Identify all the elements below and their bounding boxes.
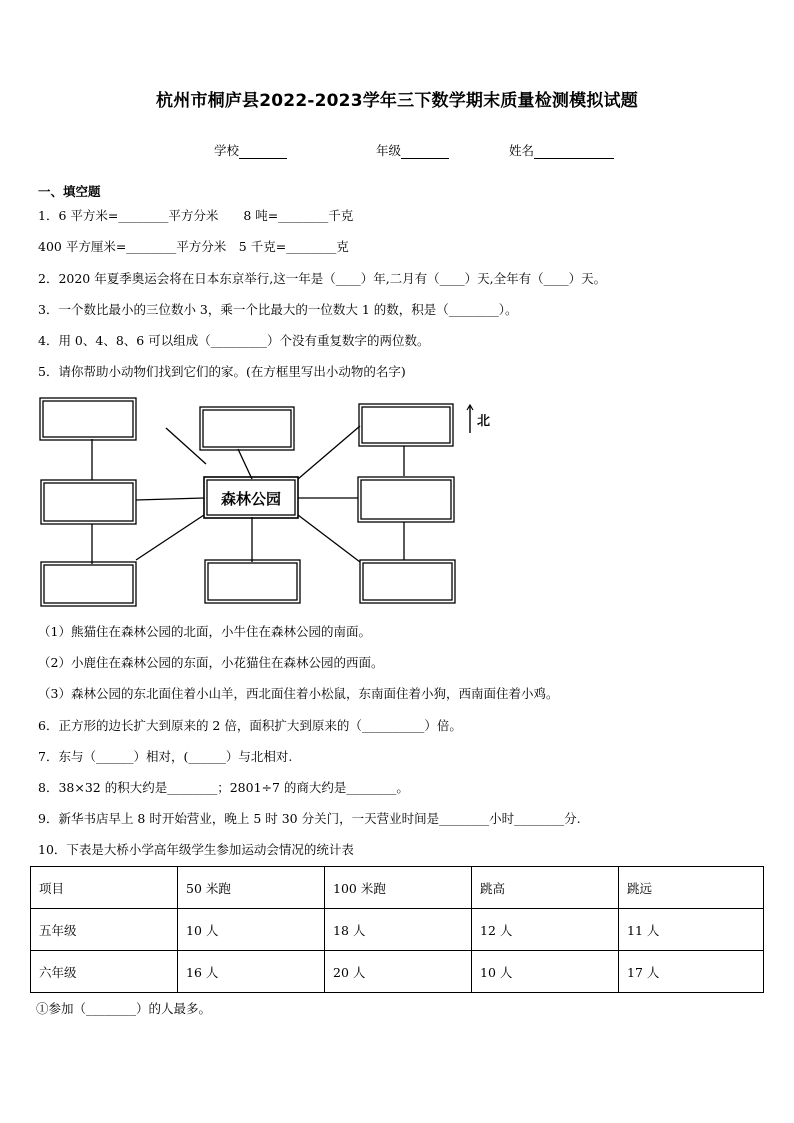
question-1b: 400 平方厘米=________平方分米 5 千克=________克 bbox=[38, 239, 349, 254]
question-3: 3．一个数比最小的三位数小 3，乘一个比最大的一位数大 1 的数，积是（________）。 bbox=[38, 302, 518, 317]
question-5-2: （2）小鹿住在森林公园的东面，小花猫住在森林公园的西面。 bbox=[38, 655, 384, 670]
question-10-1: ①参加（________）的人最多。 bbox=[36, 1001, 212, 1016]
table-header-cell: 跳高 bbox=[472, 867, 619, 909]
table-cell: 五年级 bbox=[31, 909, 178, 951]
question-5: 5．请你帮助小动物们找到它们的家。(在方框里写出小动物的名字) bbox=[38, 364, 406, 379]
name-blank[interactable] bbox=[534, 145, 614, 159]
table-cell: 11 人 bbox=[619, 909, 764, 951]
grade-label: 年级 bbox=[376, 143, 402, 158]
question-8: 8．38×32 的积大约是________；2801÷7 的商大约是________。 bbox=[38, 780, 409, 795]
question-5-3: （3）森林公园的东北面住着小山羊，西北面住着小松鼠，东南面住着小狗，西南面住着小鸡。 bbox=[38, 686, 559, 701]
table-header-cell: 跳远 bbox=[619, 867, 764, 909]
table-cell: 10 人 bbox=[178, 909, 325, 951]
table-cell: 20 人 bbox=[325, 951, 472, 993]
table-header-cell: 项目 bbox=[31, 867, 178, 909]
question-1a: 1．6 平方米=________平方分米 8 吨=________千克 bbox=[38, 208, 354, 223]
table-cell: 10 人 bbox=[472, 951, 619, 993]
question-7: 7．东与（______）相对，(______）与北相对. bbox=[38, 749, 293, 764]
question-5-1: （1）熊猫住在森林公园的北面，小牛住在森林公园的南面。 bbox=[38, 624, 371, 639]
grade-field bbox=[376, 141, 449, 159]
table-cell: 16 人 bbox=[178, 951, 325, 993]
north-label: 北 bbox=[477, 414, 491, 429]
table-header-cell: 50 米跑 bbox=[178, 867, 325, 909]
table-cell: 12 人 bbox=[472, 909, 619, 951]
question-4: 4．用 0、4、8、6 可以组成（_________）个没有重复数字的两位数。 bbox=[38, 333, 430, 348]
name-field bbox=[509, 141, 614, 159]
table-row bbox=[31, 909, 764, 951]
question-6: 6．正方形的边长扩大到原来的 2 倍，面积扩大到原来的（__________）倍。 bbox=[38, 718, 462, 733]
forest-park-label: 森林公园 bbox=[220, 490, 281, 508]
table-cell: 六年级 bbox=[31, 951, 178, 993]
school-field bbox=[214, 141, 287, 159]
table-cell: 18 人 bbox=[325, 909, 472, 951]
table-header-row bbox=[31, 867, 764, 909]
section-heading: 一、填空题 bbox=[38, 184, 101, 199]
grade-blank[interactable] bbox=[401, 145, 449, 159]
table-header-cell: 100 米跑 bbox=[325, 867, 472, 909]
school-label: 学校 bbox=[214, 143, 240, 158]
school-blank[interactable] bbox=[239, 145, 287, 159]
page-title: 杭州市桐庐县2022-2023学年三下数学期末质量检测模拟试题 bbox=[156, 91, 638, 111]
question-9: 9．新华书店早上 8 时开始营业，晚上 5 时 30 分关门，一天营业时间是________小时________分. bbox=[38, 811, 581, 826]
table-row bbox=[31, 951, 764, 993]
table-cell: 17 人 bbox=[619, 951, 764, 993]
sports-stats-table bbox=[30, 866, 764, 993]
question-2: 2．2020 年夏季奥运会将在日本东京举行,这一年是（____）年,二月有（____）天,全年有（____）天。 bbox=[38, 271, 607, 286]
name-label: 姓名 bbox=[509, 143, 535, 158]
question-10: 10．下表是大桥小学高年级学生参加运动会情况的统计表 bbox=[38, 842, 354, 857]
